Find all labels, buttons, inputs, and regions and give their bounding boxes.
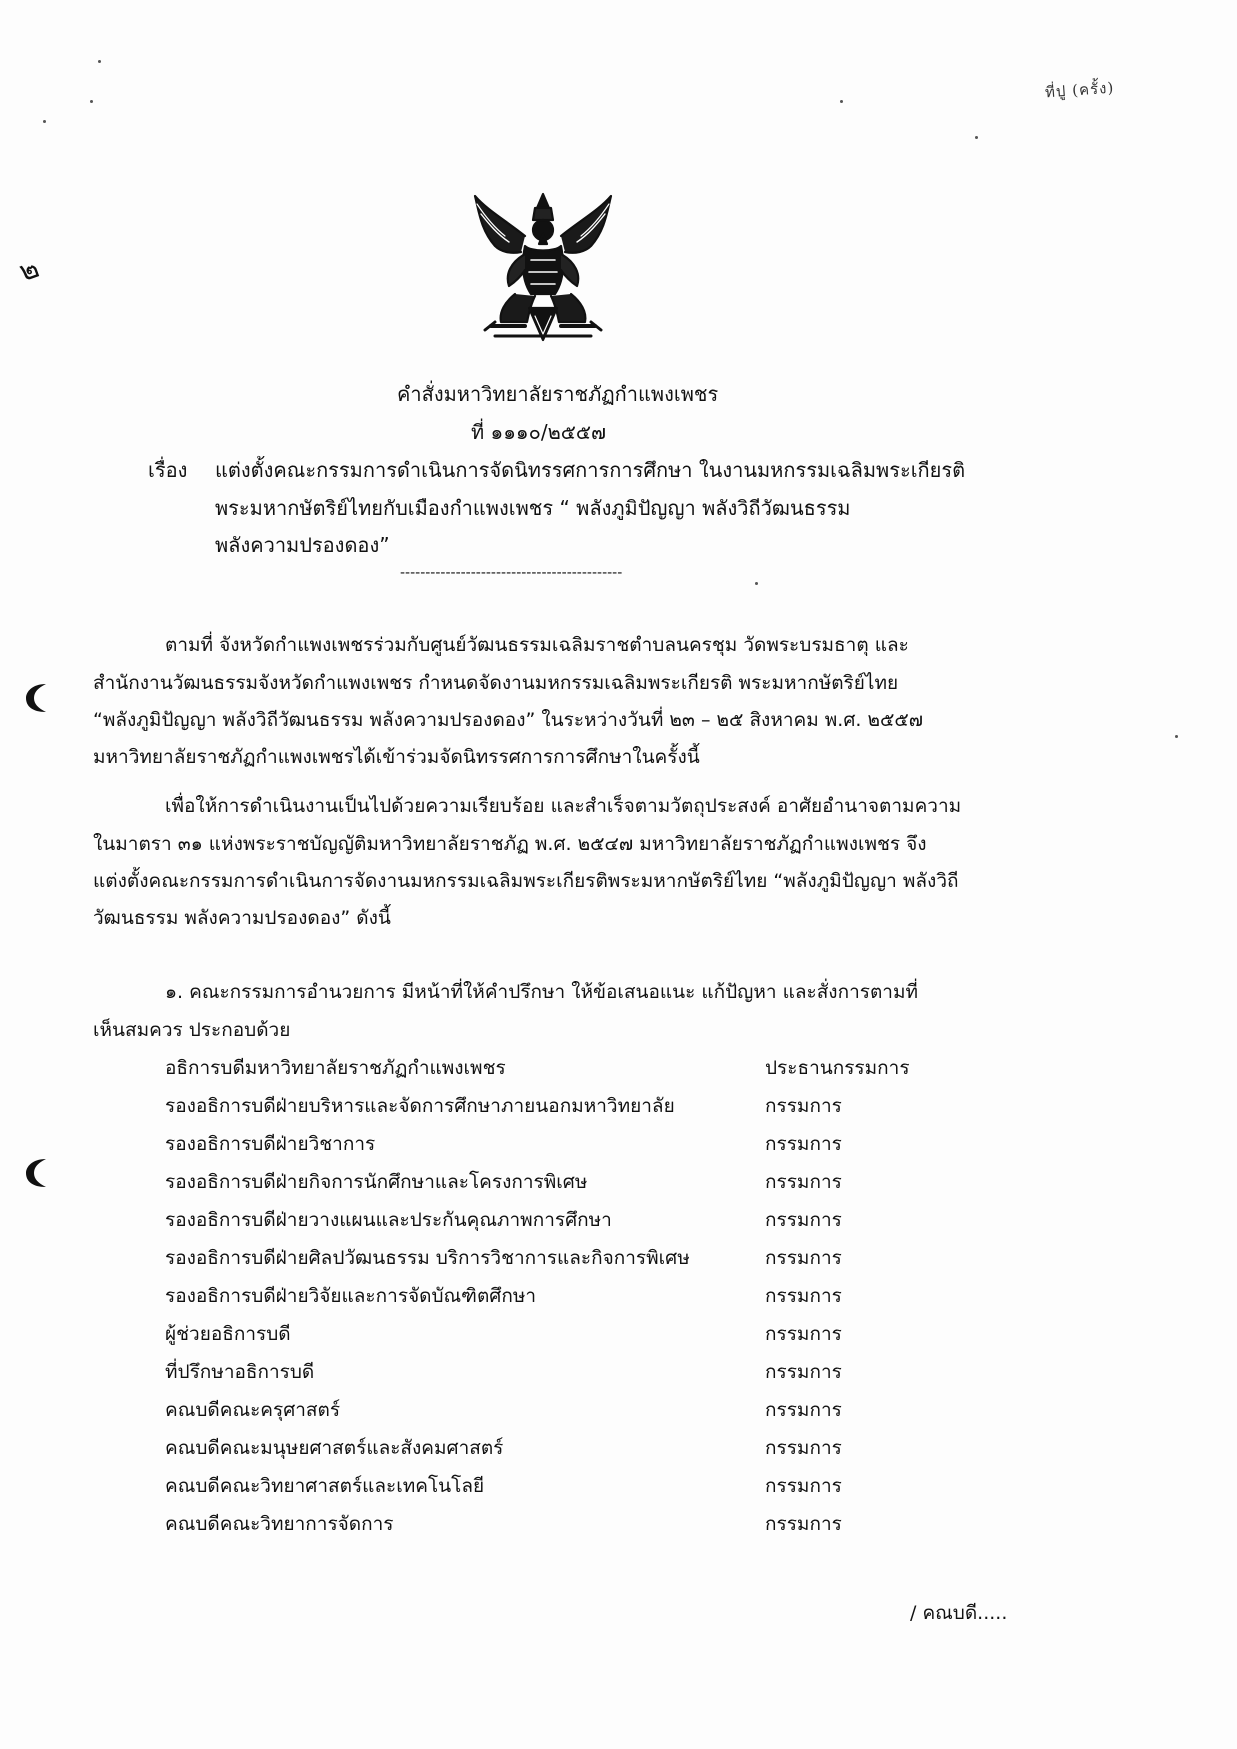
member-role: กรรมการ [765,1247,842,1269]
paragraph-line: สำนักงานวัฒนธรรมจังหวัดกำแพงเพชร กำหนดจัดงานมหกรรมเฉลิมพระเกียรติ พระมหากษัตริย์ไทย [93,672,899,694]
paragraph-line: เพื่อให้การดำเนินงานเป็นไปด้วยความเรียบร้อย และสำเร็จตามวัตถุประสงค์ อาศัยอำนาจตามความ [165,795,962,817]
scan-speck [43,120,46,123]
member-role: กรรมการ [765,1133,842,1155]
member-name: คณบดีคณะวิทยาการจัดการ [165,1513,394,1535]
scan-speck [1175,735,1178,738]
garuda-emblem-icon [465,190,621,346]
scan-speck [975,136,978,139]
member-role: กรรมการ [765,1361,842,1383]
paragraph-line: “พลังภูมิปัญญา พลังวิถีวัฒนธรรม พลังความปรองดอง” ในระหว่างวันที่ ๒๓ – ๒๕ สิงหาคม พ.ศ. ๒๕๕๗ [93,709,924,731]
order-number: ที่ ๑๑๑๐/๒๕๕๗ [471,420,607,444]
member-name: อธิการบดีมหาวิทยาลัยราชภัฏกำแพงเพชร [165,1057,506,1079]
subject-label: เรื่อง [148,458,188,482]
margin-mark: ๒ [14,250,44,289]
member-role: ประธานกรรมการ [765,1057,910,1079]
handwritten-note: ที่ปู (ครั้ง) [1044,78,1115,102]
scan-speck [840,100,843,103]
page-continuation: / คณบดี..... [910,1602,1008,1624]
subject-line: พลังความปรองดอง” [215,533,390,557]
member-name: คณบดีคณะวิทยาศาสตร์และเทคโนโลยี [165,1475,485,1497]
subject-line: พระมหากษัตริย์ไทยกับเมืองกำแพงเพชร “ พลังภูมิปัญญา พลังวิถีวัฒนธรรม [215,496,851,520]
member-role: กรรมการ [765,1475,842,1497]
scan-speck [755,582,758,585]
member-name: รองอธิการบดีฝ่ายวิจัยและการจัดบัณฑิตศึกษา [165,1285,537,1307]
member-role: กรรมการ [765,1399,842,1421]
section-line: เห็นสมควร ประกอบด้วย [93,1019,291,1041]
member-role: กรรมการ [765,1285,842,1307]
member-name: ที่ปรึกษาอธิการบดี [165,1361,315,1383]
paragraph-line: วัฒนธรรม พลังความปรองดอง” ดังนี้ [93,907,391,929]
member-role: กรรมการ [765,1513,842,1535]
member-name: รองอธิการบดีฝ่ายกิจการนักศึกษาและโครงการพิเศษ [165,1171,588,1193]
paragraph-line: ในมาตรา ๓๑ แห่งพระราชบัญญัติมหาวิทยาลัยราชภัฏ พ.ศ. ๒๕๔๗ มหาวิทยาลัยราชภัฏกำแพงเพชร จึง [93,833,927,855]
punch-hole-icon [22,1155,52,1191]
punch-hole-icon [22,680,52,716]
member-role: กรรมการ [765,1323,842,1345]
header-divider: -------------------------------------------- [400,565,623,581]
member-role: กรรมการ [765,1171,842,1193]
paragraph-line: ตามที่ จังหวัดกำแพงเพชรร่วมกับศูนย์วัฒนธรรมเฉลิมราชตำบลนครชุม วัดพระบรมธาตุ และ [165,634,909,656]
scan-speck [90,100,93,103]
member-name: คณบดีคณะมนุษยศาสตร์และสังคมศาสตร์ [165,1437,504,1459]
subject-line: แต่งตั้งคณะกรรมการดำเนินการจัดนิทรรศการการศึกษา ในงานมหกรรมเฉลิมพระเกียรติ [215,458,966,482]
paragraph-line: แต่งตั้งคณะกรรมการดำเนินการจัดงานมหกรรมเฉลิมพระเกียรติพระมหากษัตริย์ไทย “พลังภูมิปัญญา พลังวิถี [93,870,959,892]
member-name: รองอธิการบดีฝ่ายศิลปวัฒนธรรม บริการวิชาการและกิจการพิเศษ [165,1247,690,1269]
member-role: กรรมการ [765,1095,842,1117]
scan-speck [98,60,101,63]
member-name: คณบดีคณะครุศาสตร์ [165,1399,341,1421]
member-name: ผู้ช่วยอธิการบดี [165,1323,291,1345]
order-title: คำสั่งมหาวิทยาลัยราชภัฏกำแพงเพชร [397,382,719,406]
paragraph-line: มหาวิทยาลัยราชภัฏกำแพงเพชรได้เข้าร่วมจัดนิทรรศการการศึกษาในครั้งนี้ [93,746,700,768]
member-name: รองอธิการบดีฝ่ายวางแผนและประกันคุณภาพการศึกษา [165,1209,612,1231]
member-name: รองอธิการบดีฝ่ายบริหารและจัดการศึกษาภายนอกมหาวิทยาลัย [165,1095,675,1117]
section-heading: ๑. คณะกรรมการอำนวยการ มีหน้าที่ให้คำปรึกษา ให้ข้อเสนอแนะ แก้ปัญหา และสั่งการตามที่ [165,981,919,1003]
member-name: รองอธิการบดีฝ่ายวิชาการ [165,1133,376,1155]
member-role: กรรมการ [765,1209,842,1231]
member-role: กรรมการ [765,1437,842,1459]
